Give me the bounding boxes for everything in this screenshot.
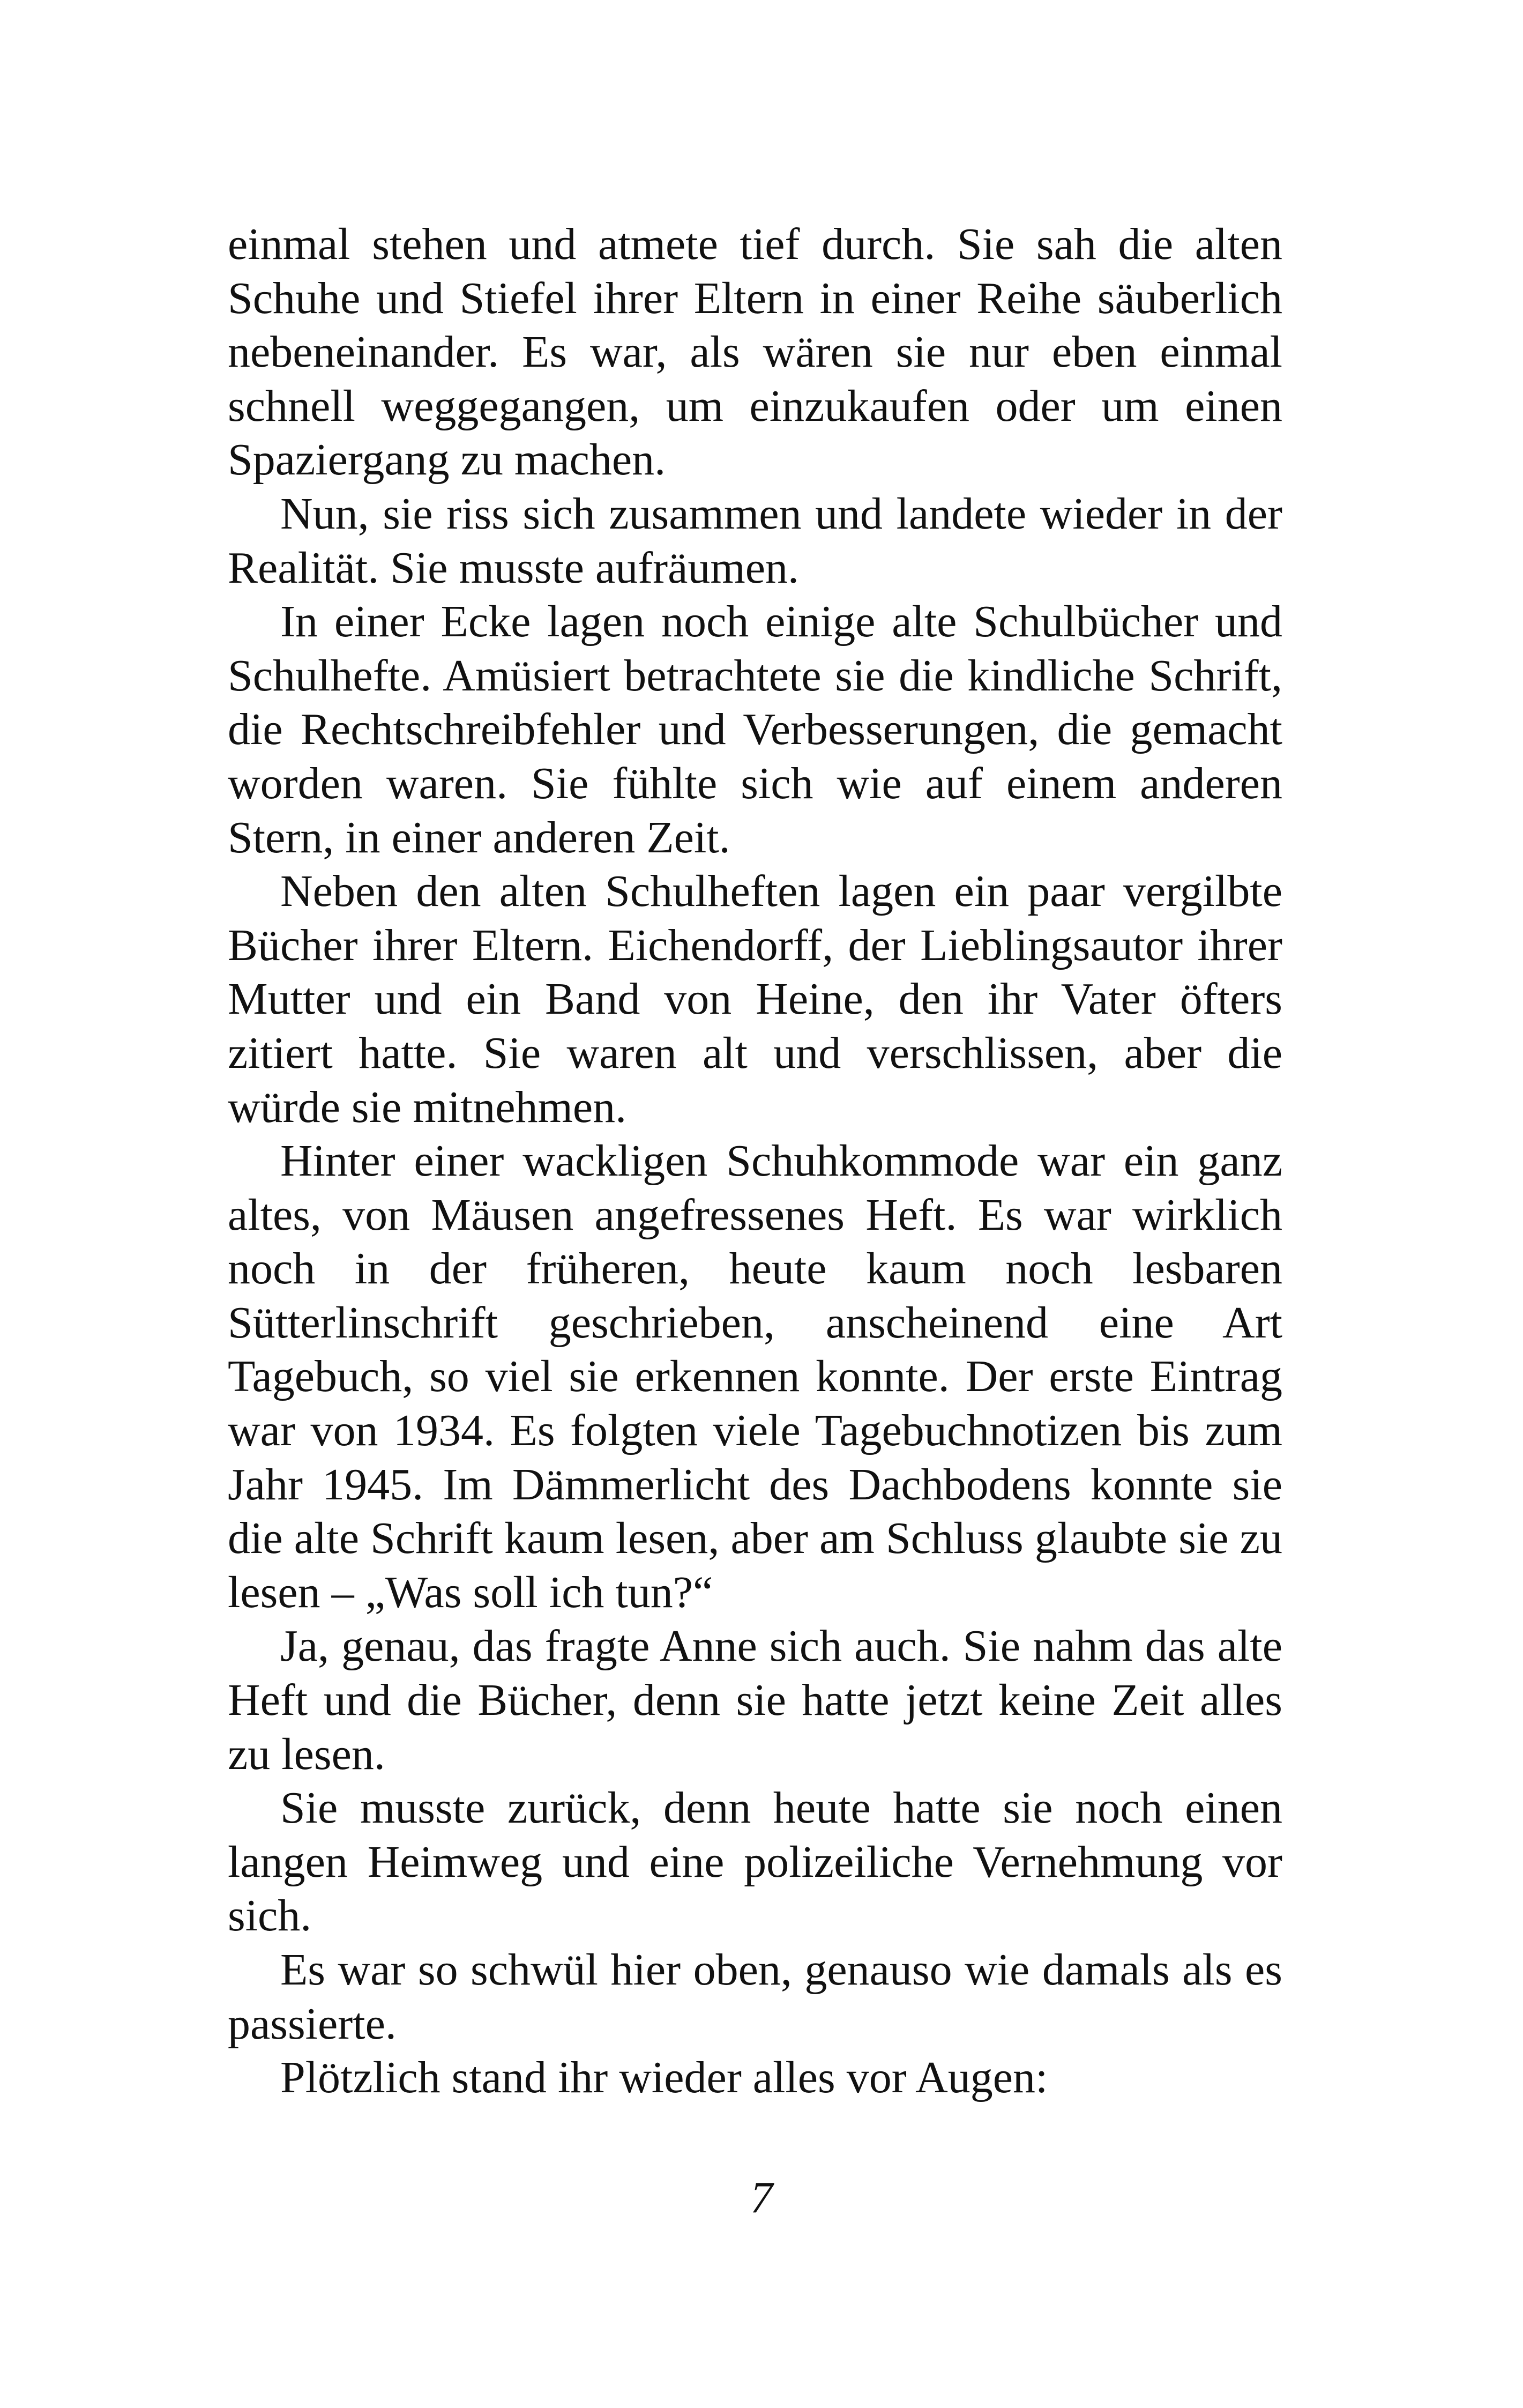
paragraph-8: Es war so schwül hier oben, genauso wie damals als es passierte. [228, 1945, 1282, 2049]
paragraph-4: Neben den alten Schulheften lagen ein paar vergilbte Bücher ihrer Eltern. Eichendorff, der Lieblingsautor ihrer Mutter und ein Band von Heine, den ihr Vater öfters zitiert hatte. Sie waren alt und verschlissen, aber die würde sie mitnehmen. [228, 866, 1282, 1132]
paragraph-7: Sie musste zurück, denn heute hatte sie noch einen langen Heimweg und eine polizeiliche Vernehmung vor sich. [228, 1783, 1282, 1941]
page-number: 7 [750, 2173, 773, 2223]
paragraph-9: Plötzlich stand ihr wieder alles vor Augen: [280, 2053, 1048, 2103]
body-text [228, 218, 1282, 2105]
paragraph-6: Ja, genau, das fragte Anne sich auch. Sie nahm das alte Heft und die Bücher, denn sie hatte jetzt keine Zeit alles zu lesen. [228, 1621, 1282, 1779]
paragraph-3: In einer Ecke lagen noch einige alte Schulbücher und Schulhefte. Amüsiert betrachtete sie die kindliche Schrift, die Rechtschreibfehler und Verbesserungen, die gemacht worden waren. Sie fühlte sich wie auf einem anderen Stern, in einer anderen Zeit. [228, 597, 1282, 863]
paragraph-2: Nun, sie riss sich zusammen und landete wieder in der Realität. Sie musste aufräumen. [228, 488, 1282, 593]
paragraph-1: einmal stehen und atmete tief durch. Sie sah die alten Schuhe und Stiefel ihrer Eltern in einer Reihe säuberlich nebeneinander. Es war, als wären sie nur eben einmal schnell weggegangen, um einzukaufen oder um einen Spaziergang zu machen. [228, 219, 1282, 485]
paragraph-5: Hinter einer wackligen Schuhkommode war ein ganz altes, von Mäusen angefressenes Heft. Es war wirklich noch in der früheren, heute kaum noch lesbaren Sütterlinschrift geschrieben, anscheinend eine Art Tagebuch, so viel sie erkennen konnte. Der erste Eintrag war von 1934. Es folgten viele Tagebuchnotizen bis zum Jahr 1945. Im Dämmerlicht des Dachbodens konnte sie die alte Schrift kaum lesen, aber am Schluss glaubte sie zu lesen – „Was soll ich tun?“ [228, 1136, 1282, 1617]
